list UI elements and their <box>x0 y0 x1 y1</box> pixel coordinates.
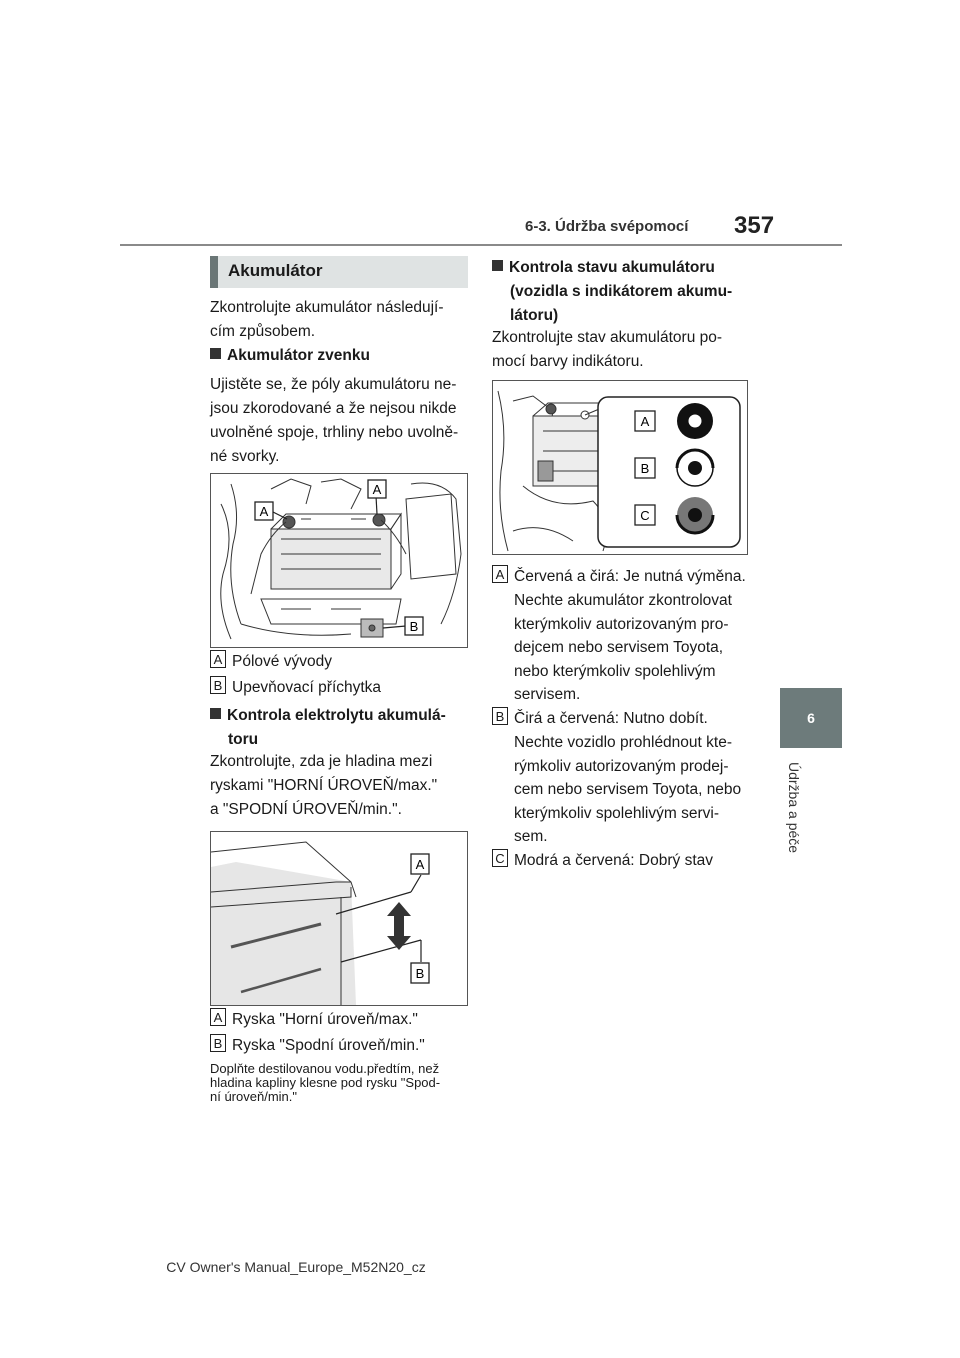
electrolyte-note: Doplňte destilovanou vodu.předtím, než hladina kapliny klesne pod rysku "Spod- ní úroveň/min." <box>210 1061 441 1104</box>
legend-key: B <box>210 1034 226 1052</box>
legend-key: C <box>492 849 508 867</box>
electrolyte-level-figure <box>210 831 468 1006</box>
section-intro <box>210 296 443 344</box>
chapter-number: 6 <box>807 710 815 726</box>
figure-callout-a: A <box>415 857 425 872</box>
chapter-title: Údržba a péče <box>786 762 802 854</box>
subheading-indicator: Kontrola stavu akumulátoru (vozidla s indikátorem akumu- látoru) <box>492 256 732 328</box>
figure-callout-a: A <box>640 414 650 429</box>
indicator-state-a <box>677 403 713 439</box>
text-line: ryskami "HORNÍ ÚROVEŇ/max." <box>210 777 438 794</box>
text-line: Zkontrolujte stav akumulátoru po- <box>492 329 723 346</box>
figure-callout-b: B <box>409 619 419 634</box>
text-line: a "SPODNÍ ÚROVEŇ/min.". <box>210 801 402 818</box>
indicator-text <box>492 326 722 374</box>
chapter-tab <box>780 688 842 748</box>
text-line: uvolněné spoje, trhliny nebo uvolně- <box>210 424 459 441</box>
square-bullet-icon <box>210 708 221 719</box>
chapter-title-vertical <box>786 762 808 862</box>
exterior-legend <box>210 650 381 700</box>
subheading-exterior: Akumulátor zvenku <box>210 344 370 368</box>
text-line: né svorky. <box>210 448 280 465</box>
electrolyte-legend <box>210 1008 425 1058</box>
text-line: mocí barvy indikátoru. <box>492 353 644 370</box>
text-line: Zkontrolujte akumulátor následují- <box>210 299 444 316</box>
page-footer: CV Owner's Manual_Europe_M52N20_cz <box>166 1259 426 1275</box>
square-bullet-icon <box>210 348 221 359</box>
indicator-state-c <box>677 497 713 533</box>
subheading-electrolyte: Kontrola elektrolytu akumulá- toru <box>210 704 446 752</box>
indicator-item-a: A Červená a čirá: Je nutná výměna. Nechte akumulátor zkontrolovat kterýmkoliv autorizovaným pro- dejcem nebo servisem Toyota, nebo kterýmkoliv spolehlivým servisem. <box>492 565 746 707</box>
indicator-state-b <box>677 450 713 486</box>
section-heading-box <box>210 256 468 288</box>
legend-key: B <box>210 676 226 694</box>
figure-callout-a: A <box>259 504 269 519</box>
electrolyte-level-illustration <box>211 832 467 1005</box>
header-divider <box>120 244 842 246</box>
square-bullet-icon <box>492 260 503 271</box>
text-line: jsou zkorodované a že nejsou nikde <box>210 400 457 417</box>
figure-callout-c: C <box>640 508 650 523</box>
electrolyte-text <box>210 750 437 822</box>
running-header-section: 6-3. Údržba svépomocí <box>525 218 689 235</box>
battery-exterior-illustration <box>211 474 467 647</box>
indicator-item-c: C Modrá a červená: Dobrý stav <box>492 849 713 873</box>
indicator-item-b: B Čirá a červená: Nutno dobít. Nechte vozidlo prohlédnout kte- rýmkoliv autorizovaným prodej- cem nebo servisem Toyota, nebo kterýmkoliv spolehlivým servi- sem. <box>492 707 741 849</box>
figure-callout-b: B <box>415 966 425 981</box>
legend-key: A <box>210 650 226 668</box>
text-line: Ujistěte se, že póly akumulátoru ne- <box>210 376 457 393</box>
section-title: Akumulátor <box>228 261 323 280</box>
legend-item: B Ryska "Spodní úroveň/min." <box>210 1034 425 1058</box>
legend-key: B <box>492 707 508 725</box>
exterior-text <box>210 373 458 469</box>
legend-key: A <box>492 565 508 583</box>
legend-item: A Pólové vývody <box>210 650 381 674</box>
figure-callout-b: B <box>640 461 650 476</box>
battery-indicator-figure <box>492 380 748 555</box>
battery-indicator-illustration <box>493 381 747 554</box>
legend-key: A <box>210 1008 226 1026</box>
legend-item: A Ryska "Horní úroveň/max." <box>210 1008 425 1032</box>
figure-callout-a: A <box>372 482 382 497</box>
text-line: cím způsobem. <box>210 323 316 340</box>
legend-item: B Upevňovací příchytka <box>210 676 381 700</box>
text-line: Zkontrolujte, zda je hladina mezi <box>210 753 433 770</box>
battery-exterior-figure <box>210 473 468 648</box>
page-number: 357 <box>734 212 775 239</box>
